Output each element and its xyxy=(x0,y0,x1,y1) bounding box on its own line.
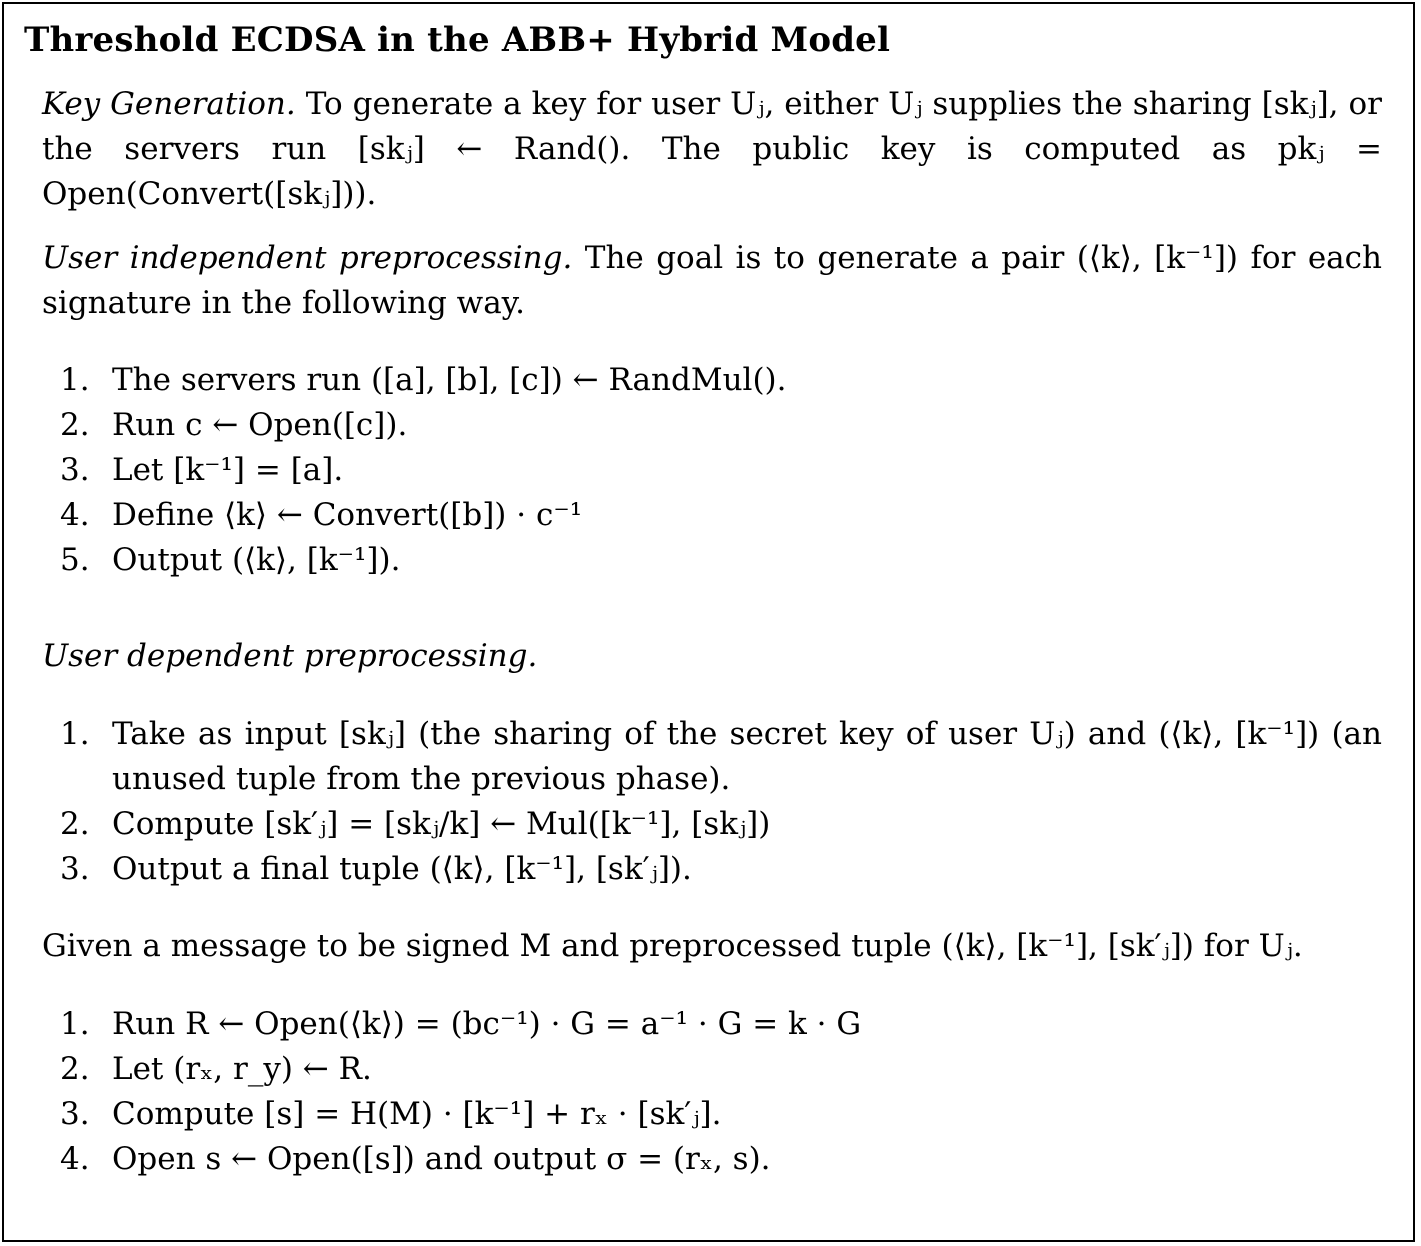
sign-step-list xyxy=(60,1002,1382,1182)
step-number: 1. xyxy=(60,716,90,752)
list-item xyxy=(60,847,1382,892)
step-text: Output a final tuple (⟨k⟩, [k⁻¹], [sk′ⱼ]). xyxy=(112,851,692,887)
step-text: Let (rₓ, r_y) ← R. xyxy=(112,1051,372,1087)
step-text: Compute [s] = H(M) · [k⁻¹] + rₓ · [sk′ⱼ]. xyxy=(112,1096,722,1132)
step-text: Run c ← Open([c]). xyxy=(112,407,408,443)
uip-body: The goal is to generate a pair (⟨k⟩, [k⁻¹]) for each signature in the following way. xyxy=(42,240,1382,321)
uip-lead: User independent preprocessing. xyxy=(42,240,573,276)
list-item xyxy=(60,1092,1382,1137)
step-number: 3. xyxy=(60,1096,90,1132)
step-text: Run R ← Open(⟨k⟩) = (bc⁻¹) · G = a⁻¹ · G = k · G xyxy=(112,1006,862,1042)
step-number: 2. xyxy=(60,806,90,842)
step-number: 1. xyxy=(60,1006,90,1042)
keygen-body: To generate a key for user Uⱼ, either Uⱼ supplies the sharing [skⱼ], or the servers run [skⱼ] ← Rand(). The public key is computed as pkⱼ = Open(Convert([skⱼ])). xyxy=(42,86,1382,212)
list-item xyxy=(60,403,1382,448)
protocol-box xyxy=(2,2,1415,1242)
step-text: Define ⟨k⟩ ← Convert([b]) · c⁻¹ xyxy=(112,497,583,533)
step-text: Let [k⁻¹] = [a]. xyxy=(112,452,344,488)
keygen-lead: Key Generation. xyxy=(42,86,296,122)
list-item xyxy=(60,1002,1382,1047)
step-text: Output (⟨k⟩, [k⁻¹]). xyxy=(112,542,401,578)
udp-paragraph xyxy=(42,634,1382,679)
list-item xyxy=(60,448,1382,493)
step-text: Open s ← Open([s]) and output σ = (rₓ, s). xyxy=(112,1141,771,1177)
uip-step-list xyxy=(60,358,1382,583)
keygen-paragraph xyxy=(42,82,1382,217)
step-text: Compute [sk′ⱼ] = [skⱼ/k] ← Mul([k⁻¹], [skⱼ]) xyxy=(112,806,771,842)
step-number: 2. xyxy=(60,1051,90,1087)
list-item xyxy=(60,1137,1382,1182)
list-item xyxy=(60,538,1382,583)
step-number: 3. xyxy=(60,851,90,887)
udp-lead: User dependent preprocessing. xyxy=(42,638,538,674)
step-number: 4. xyxy=(60,497,90,533)
list-item xyxy=(60,1047,1382,1092)
sign-body: Given a message to be signed M and preprocessed tuple (⟨k⟩, [k⁻¹], [sk′ⱼ]) for Uⱼ. xyxy=(42,928,1303,964)
list-item xyxy=(60,493,1382,538)
step-number: 2. xyxy=(60,407,90,443)
udp-step-list xyxy=(60,712,1382,892)
step-number: 3. xyxy=(60,452,90,488)
sign-paragraph xyxy=(42,924,1382,969)
uip-paragraph xyxy=(42,236,1382,326)
list-item xyxy=(60,358,1382,403)
list-item xyxy=(60,712,1382,802)
step-number: 4. xyxy=(60,1141,90,1177)
step-number: 1. xyxy=(60,362,90,398)
protocol-title: Threshold ECDSA in the ABB+ Hybrid Model xyxy=(24,20,891,60)
list-item xyxy=(60,802,1382,847)
step-number: 5. xyxy=(60,542,90,578)
step-text: Take as input [skⱼ] (the sharing of the secret key of user Uⱼ) and (⟨k⟩, [k⁻¹]) (an unused tuple from the previous phase). xyxy=(112,716,1382,797)
step-text: The servers run ([a], [b], [c]) ← RandMul(). xyxy=(112,362,787,398)
